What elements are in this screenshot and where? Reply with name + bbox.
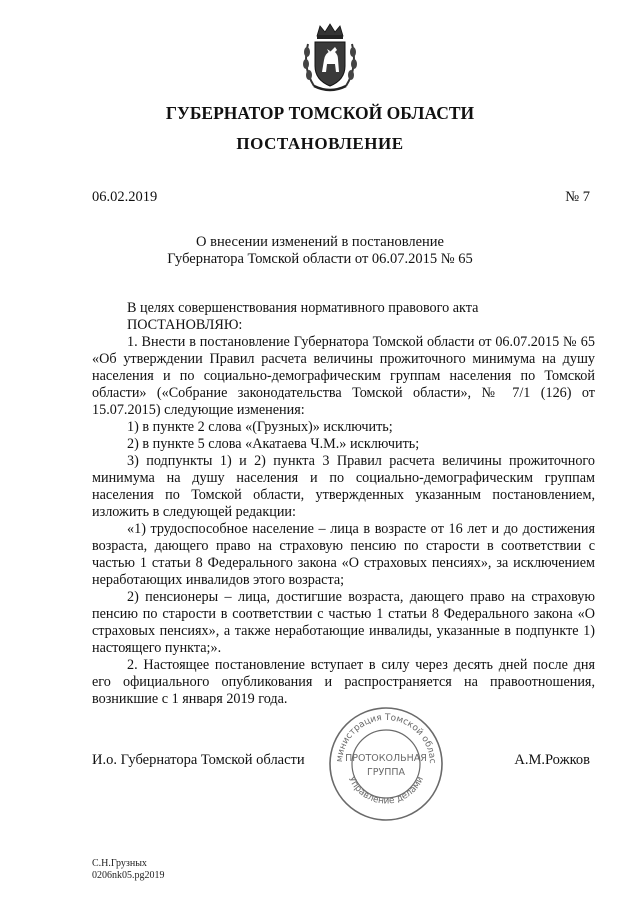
stamp-bottom-text: Управление делами <box>345 775 427 807</box>
document-type: ПОСТАНОВЛЕНИЕ <box>236 134 404 153</box>
body-paragraph: «1) трудоспособное население – лица в возрасте от 16 лет и до достижения возраста, дающего право на страховую пенсию по старости в соответствии с частью 1 статьи 8 Федерального закона «О страховых пенсиях», за исключением неработающих инвалидов этого возраста; <box>92 521 595 588</box>
stamp-center-line-2: ГРУППА <box>366 767 406 778</box>
body-paragraph: В целях совершенствования нормативного правового акта <box>127 300 479 316</box>
official-stamp <box>326 704 446 824</box>
subject-line-2: Губернатора Томской области от 06.07.2015 № 65 <box>167 251 473 267</box>
document-body <box>92 300 595 708</box>
subject-line-1: О внесении изменений в постановление <box>196 234 444 250</box>
body-paragraph: 2) пенсионеры – лица, достигшие возраста, дающего право на страховую пенсию по старости в соответствии с частью 1 статьи 8 Федерального закона «О страховых пенсиях», а также неработающие инвалиды, указанные в подпункте 1) настоящего пункта;». <box>92 589 595 656</box>
document-number: № 7 <box>565 189 590 205</box>
document-footer <box>92 858 165 882</box>
authority-title: ГУБЕРНАТОР ТОМСКОЙ ОБЛАСТИ <box>165 103 475 123</box>
tomsk-coat-of-arms-icon <box>300 22 360 94</box>
signatory-name: А.М.Рожков <box>514 752 590 768</box>
body-paragraph: 1. Внести в постановление Губернатора Томской области от 06.07.2015 № 65 «Об утверждении Правил расчета величины прожиточного минимума на душу населения и по социально-демографическим группам населения по Томской области» («Собрание законодательства Томской области», № 7/1 (126) от 15.07.2015) следующие изменения: <box>92 334 595 418</box>
signatory-position: И.о. Губернатора Томской области <box>92 752 305 768</box>
body-paragraph: 3) подпункты 1) и 2) пункта 3 Правил расчета величины прожиточного минимума на душу населения и по социально-демографическим группам населения по Томской области, утвержденных указанным постановлением, изложить в следующей редакции: <box>92 453 595 520</box>
body-paragraph: ПОСТАНОВЛЯЮ: <box>127 317 243 333</box>
body-paragraph: 1) в пункте 2 слова «(Грузных)» исключить; <box>127 419 393 435</box>
footer-author: С.Н.Грузных <box>92 858 147 869</box>
body-paragraph: 2) в пункте 5 слова «Акатаева Ч.М.» исключить; <box>127 436 420 452</box>
footer-file: 0206nk05.pg2019 <box>92 870 165 881</box>
body-paragraph: 2. Настоящее постановление вступает в силу через десять дней после дня его официального опубликования и распространяется на правоотношения, возникшие с 1 января 2019 года. <box>92 657 595 707</box>
document-subject <box>0 234 640 268</box>
stamp-top-text: министрация Томской облас <box>334 712 438 764</box>
document-date: 06.02.2019 <box>92 189 158 205</box>
stamp-center-line-1: ПРОТОКОЛЬНАЯ <box>345 753 427 764</box>
